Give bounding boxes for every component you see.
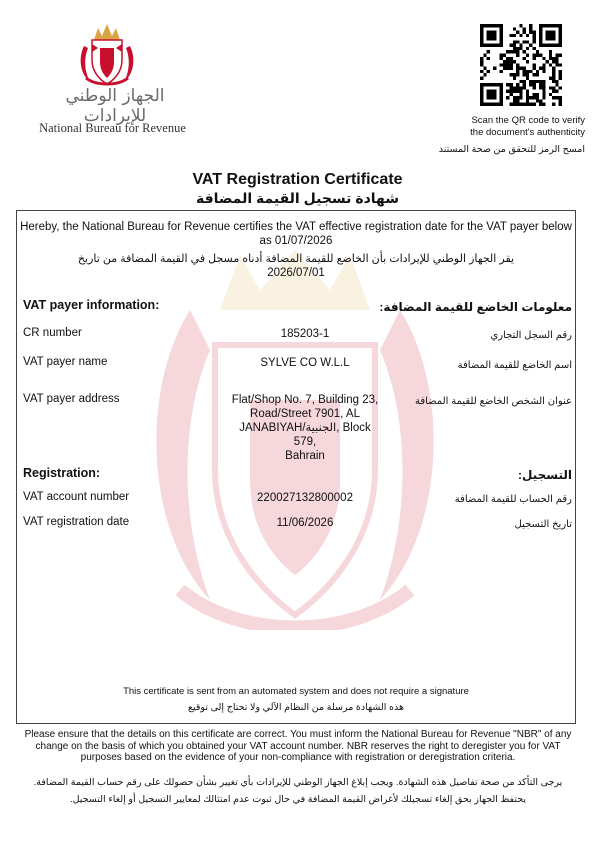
bahrain-emblem-icon (76, 18, 138, 88)
qr-code-icon (480, 24, 562, 106)
automated-notice-english: This certificate is sent from an automated system and does not require a signature (123, 686, 469, 697)
address-line: Flat/Shop No. 7, Building 23, (231, 394, 379, 406)
footer-arabic-line: يحتفظ الجهاز بحق إلغاء تسجيلك لأغراض القيمة المضافة في حال ثبوت عدم امتثالك لمعايير التسجيل أو إلغاء التسجيل. (69, 794, 527, 805)
footer-disclaimer-arabic (18, 774, 578, 808)
qr-note-arabic: امسح الرمز للتحقق من صحة المستند (438, 144, 585, 155)
vat-account-label-arabic: رقم الحساب للقيمة المضافة (454, 494, 572, 505)
qr-note-line1: Scan the QR code to verify (471, 115, 585, 126)
certificate-title-english: VAT Registration Certificate (192, 171, 403, 188)
registration-date-label-arabic: تاريخ التسجيل (514, 519, 572, 530)
intro-date: 2026/07/01 (267, 267, 325, 279)
payer-address-value (230, 393, 380, 463)
address-line: Bahrain (285, 450, 325, 462)
cr-number-label-arabic: رقم السجل التجاري (490, 330, 572, 341)
address-line: JANABIYAH/الجنبية, Block 579, (239, 422, 371, 448)
registration-date-label: VAT registration date (23, 516, 130, 528)
registration-date-value: 11/06/2026 (276, 517, 334, 529)
intro-arabic: يقر الجهاز الوطني للإيرادات بأن الخاضع للقيمة المضافة أدناه مسجل في القيمة المضافة من تاريخ (77, 253, 515, 265)
logo-arabic-text: الجهاز الوطني للإيرادات (65, 86, 165, 126)
payer-name-label-arabic: اسم الخاضع للقيمة المضافة (457, 360, 572, 371)
footer-arabic-line: يرجى التأكد من صحة تفاصيل هذه الشهادة. ويجب إبلاغ الجهاز الوطني للإيرادات بأي تغيير بشأن حصولك على رقم حساب القيمة المضافة. (33, 777, 563, 788)
registration-heading-arabic: التسجيل: (518, 468, 572, 482)
footer-disclaimer-english: Please ensure that the details on this certificate are correct. You must inform the National Bureau for Revenue "NBR" of any change on the basis of which you obtained your VAT account number. NBR reserves the right to deregister you for VAT purposes based on the evidence of your non-compliance with registration or deregistration criteria. (24, 729, 572, 763)
payer-name-value: SYLVE CO W.L.L (260, 357, 350, 369)
automated-notice-arabic: هذه الشهادة مرسلة من النظام الآلي ولا تحتاج إلى توقيع (187, 702, 405, 713)
payer-info-heading-arabic: معلومات الخاضع للقيمة المضافة: (379, 300, 572, 314)
payer-address-label: VAT payer address (23, 393, 120, 405)
vat-account-label: VAT account number (23, 491, 130, 503)
payer-info-heading-english: VAT payer information: (23, 298, 160, 312)
payer-name-label: VAT payer name (23, 356, 108, 368)
address-line: Road/Street 7901, AL (250, 408, 360, 420)
certificate-title-arabic: شهادة تسجيل القيمة المضافة (195, 190, 400, 206)
payer-address-label-arabic: عنوان الشخص الخاضع للقيمة المضافة (414, 396, 572, 407)
intro-english: Hereby, the National Bureau for Revenue certifies the VAT effective registration date for the VAT payer below as 01/07/2026 (20, 221, 572, 247)
cr-number-label: CR number (23, 327, 82, 339)
qr-note-line2: the document's authenticity (470, 127, 585, 138)
vat-account-value: 220027132800002 (257, 492, 353, 504)
logo-english-text: National Bureau for Revenue (39, 121, 186, 135)
registration-heading-english: Registration: (23, 466, 101, 480)
cr-number-value: 185203-1 (280, 328, 330, 340)
